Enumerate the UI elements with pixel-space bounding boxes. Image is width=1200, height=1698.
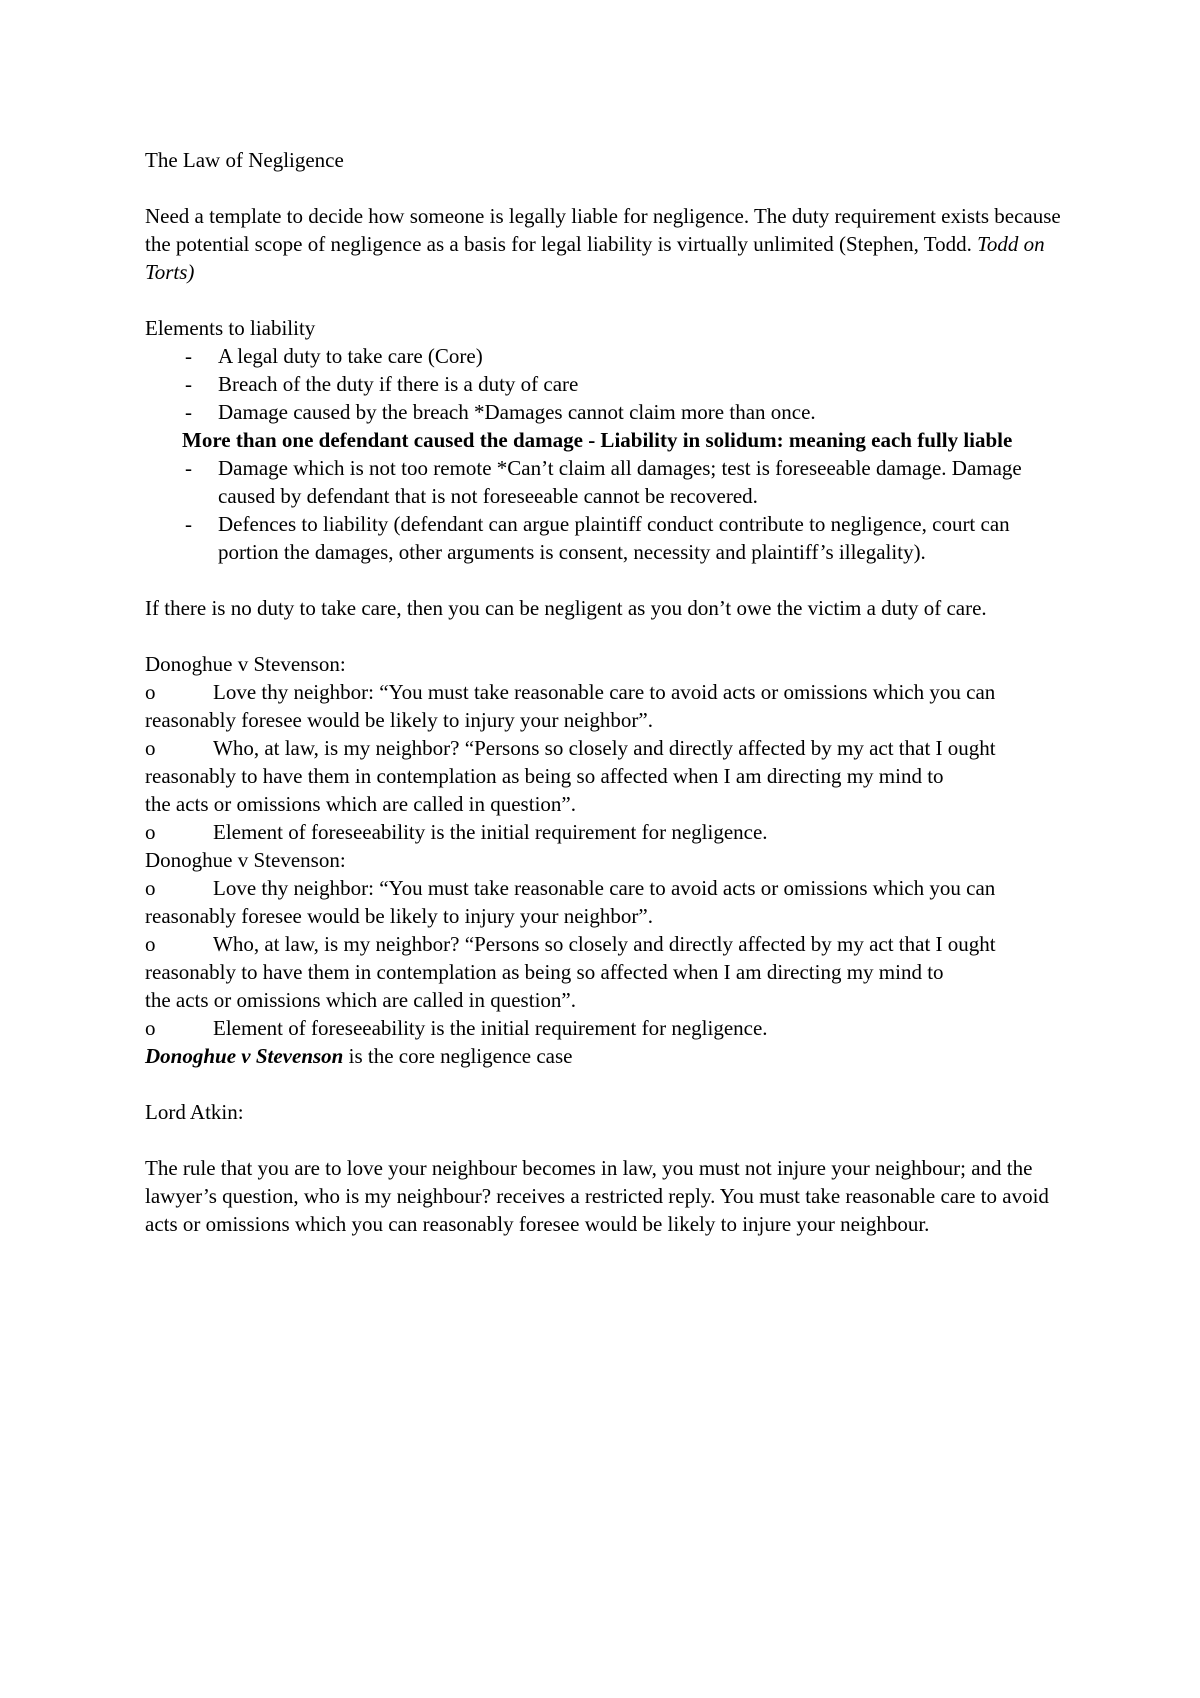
no-duty-paragraph: If there is no duty to take care, then you can be negligent as you don’t owe the victim a duty of care. xyxy=(145,596,987,620)
intro-text: Need a template to decide how someone is legally liable for negligence. The duty requirement exists because the potential scope of negligence as a basis for legal liability is virtually unlimited (Stephen, Todd. xyxy=(145,204,1061,256)
list-item: - Damage which is not too remote *Can’t claim all damages; test is foreseeable damage. Damage caused by defendant that is not foreseeable cannot be recovered. xyxy=(145,454,1075,510)
case-block xyxy=(145,846,1075,1042)
core-case-line xyxy=(145,1042,1075,1070)
case-point-continuation: reasonably to have them in contemplation as being so affected when I am directing my mind to xyxy=(145,764,944,788)
case-point-text: Element of foreseeability is the initial requirement for negligence. xyxy=(213,1016,768,1040)
case-block xyxy=(145,650,1075,846)
elements-list-first xyxy=(145,342,1075,426)
case-heading: Donoghue v Stevenson: xyxy=(145,848,346,872)
case-point xyxy=(145,1014,1075,1042)
intro-citation: Todd on Torts) xyxy=(145,232,1045,284)
core-case-rest: is the core negligence case xyxy=(343,1044,573,1068)
case-point-continuation: reasonably to have them in contemplation as being so affected when I am directing my mind to xyxy=(145,960,944,984)
case-point-continuation: the acts or omissions which are called in question”. xyxy=(145,988,576,1012)
bullet-marker: o xyxy=(145,680,156,704)
bullet-marker: o xyxy=(145,876,156,900)
list-item: - A legal duty to take care (Core) xyxy=(145,342,1075,370)
case-point-text: Who, at law, is my neighbor? “Persons so closely and directly affected by my act that I ought xyxy=(213,736,996,760)
document-title: The Law of Negligence xyxy=(145,148,344,172)
list-item: - Damage caused by the breach *Damages cannot claim more than once. xyxy=(145,398,1075,426)
case-point xyxy=(145,818,1075,846)
list-item: - Breach of the duty if there is a duty of care xyxy=(145,370,1075,398)
case-point-continuation: reasonably foresee would be likely to injury your neighbor”. xyxy=(145,904,653,928)
elements-heading: Elements to liability xyxy=(145,316,316,340)
elements-list-second xyxy=(145,454,1075,566)
case-point xyxy=(145,930,1075,958)
core-case-name: Donoghue v Stevenson xyxy=(145,1044,344,1068)
bullet-marker: o xyxy=(145,932,156,956)
case-point-text: Love thy neighbor: “You must take reasonable care to avoid acts or omissions which you can xyxy=(213,876,996,900)
case-point xyxy=(145,734,1075,762)
case-point xyxy=(145,678,1075,706)
intro-paragraph xyxy=(145,202,1075,286)
case-point-continuation: the acts or omissions which are called in question”. xyxy=(145,792,576,816)
document-body xyxy=(145,146,1075,1238)
case-point-text: Love thy neighbor: “You must take reasonable care to avoid acts or omissions which you can xyxy=(213,680,996,704)
bullet-marker: o xyxy=(145,820,156,844)
bullet-marker: o xyxy=(145,1016,156,1040)
lord-atkin-quote: The rule that you are to love your neighbour becomes in law, you must not injure your neighbour; and the lawyer’s question, who is my neighbour? receives a restricted reply. You must take reasonable care to avoid acts or omissions which you can reasonably foresee would be likely to injure your neighbour. xyxy=(145,1156,1049,1236)
case-point-text: Who, at law, is my neighbor? “Persons so closely and directly affected by my act that I ought xyxy=(213,932,996,956)
case-point xyxy=(145,874,1075,902)
case-point-text: Element of foreseeability is the initial requirement for negligence. xyxy=(213,820,768,844)
case-heading: Donoghue v Stevenson: xyxy=(145,652,346,676)
case-point-continuation: reasonably foresee would be likely to injury your neighbor”. xyxy=(145,708,653,732)
list-item: - Defences to liability (defendant can argue plaintiff conduct contribute to negligence, court can portion the damages, other arguments is consent, necessity and plaintiff’s illegality). xyxy=(145,510,1075,566)
lord-atkin-heading: Lord Atkin: xyxy=(145,1100,244,1124)
bullet-marker: o xyxy=(145,736,156,760)
solidum-note: More than one defendant caused the damage - Liability in solidum: meaning each fully liable xyxy=(182,428,1013,452)
